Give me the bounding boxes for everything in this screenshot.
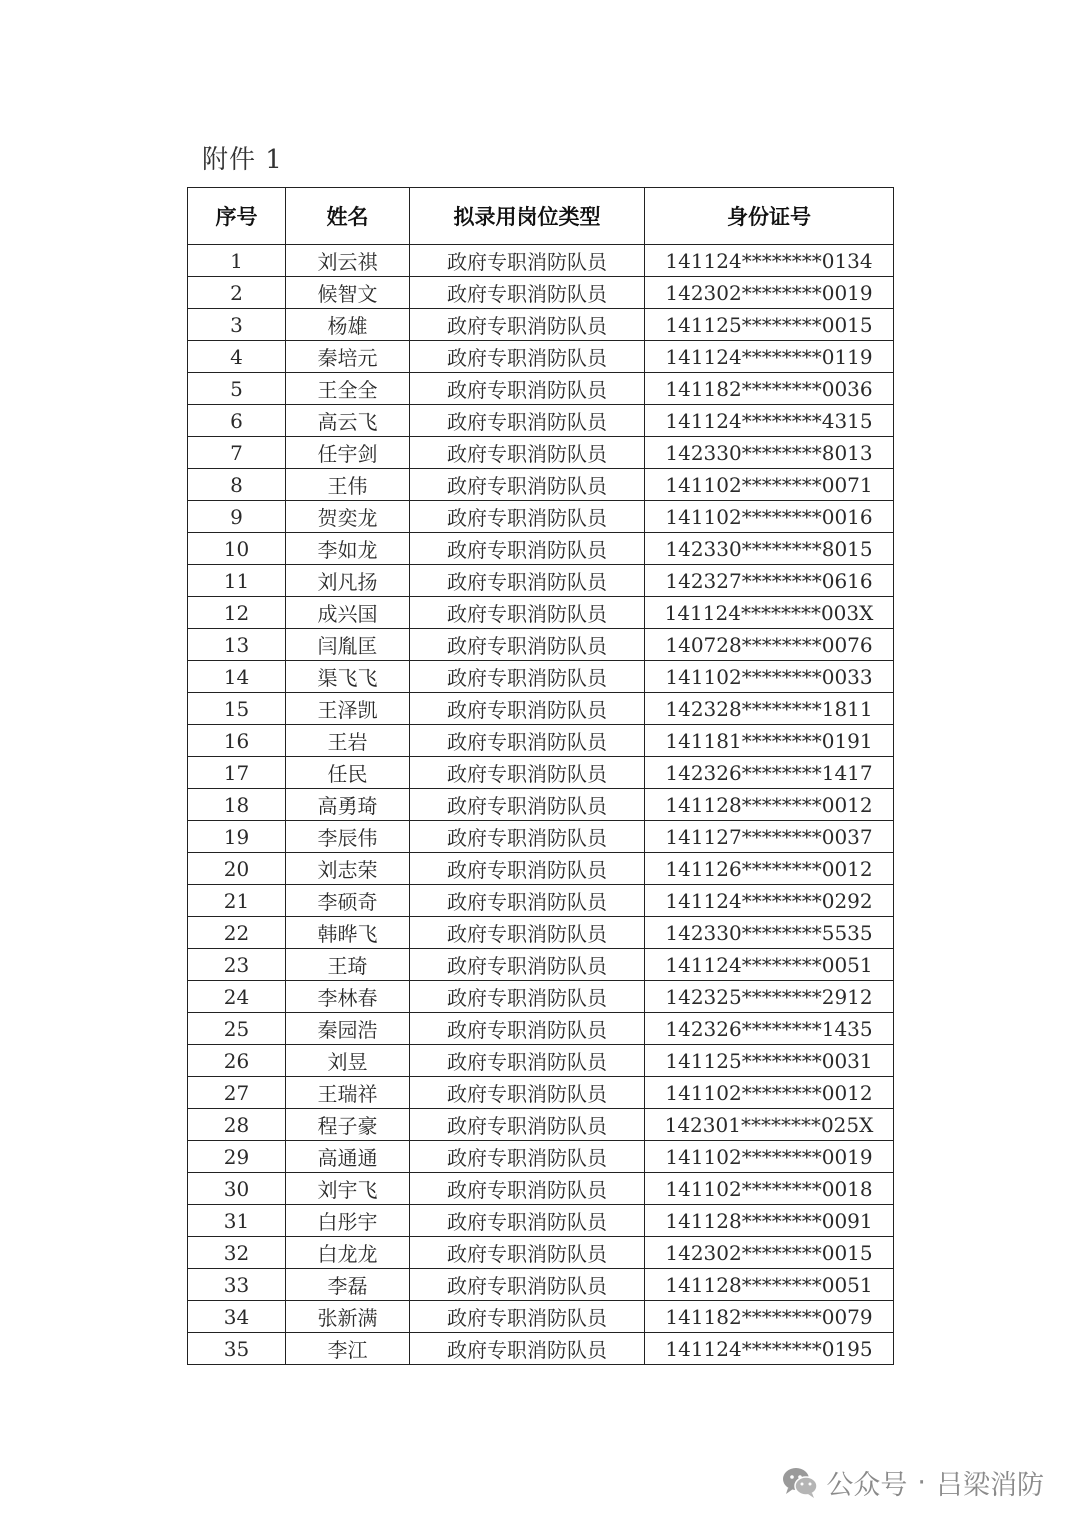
table-row xyxy=(188,789,894,821)
cell-name: 韩晔飞 xyxy=(286,917,410,949)
cell-name: 李林春 xyxy=(286,981,410,1013)
cell-index: 2 xyxy=(188,277,286,309)
cell-name: 候智文 xyxy=(286,277,410,309)
cell-name: 王泽凯 xyxy=(286,693,410,725)
cell-index: 5 xyxy=(188,373,286,405)
table-row xyxy=(188,949,894,981)
cell-id-number: 141125********0015 xyxy=(645,309,894,341)
cell-name: 王瑞祥 xyxy=(286,1077,410,1109)
cell-id-number: 141124********0292 xyxy=(645,885,894,917)
cell-id-number: 142302********0015 xyxy=(645,1237,894,1269)
header-position-type: 拟录用岗位类型 xyxy=(410,188,645,245)
cell-id-number: 141128********0012 xyxy=(645,789,894,821)
cell-id-number: 142330********5535 xyxy=(645,917,894,949)
table-row xyxy=(188,501,894,533)
cell-position-type: 政府专职消防队员 xyxy=(410,597,645,629)
cell-name: 刘宇飞 xyxy=(286,1173,410,1205)
cell-name: 杨雄 xyxy=(286,309,410,341)
cell-id-number: 142326********1435 xyxy=(645,1013,894,1045)
table-row xyxy=(188,853,894,885)
cell-index: 3 xyxy=(188,309,286,341)
cell-index: 35 xyxy=(188,1333,286,1365)
cell-id-number: 141102********0071 xyxy=(645,469,894,501)
cell-name: 成兴国 xyxy=(286,597,410,629)
table-row xyxy=(188,1045,894,1077)
table-row xyxy=(188,981,894,1013)
cell-position-type: 政府专职消防队员 xyxy=(410,853,645,885)
table-row xyxy=(188,757,894,789)
cell-index: 6 xyxy=(188,405,286,437)
cell-id-number: 141128********0091 xyxy=(645,1205,894,1237)
cell-index: 14 xyxy=(188,661,286,693)
cell-index: 19 xyxy=(188,821,286,853)
cell-id-number: 141124********0119 xyxy=(645,341,894,373)
table-row xyxy=(188,725,894,757)
cell-position-type: 政府专职消防队员 xyxy=(410,469,645,501)
table-row xyxy=(188,1205,894,1237)
table-row xyxy=(188,1141,894,1173)
cell-index: 7 xyxy=(188,437,286,469)
table-row xyxy=(188,917,894,949)
table-row xyxy=(188,277,894,309)
cell-position-type: 政府专职消防队员 xyxy=(410,821,645,853)
cell-name: 王岩 xyxy=(286,725,410,757)
header-index: 序号 xyxy=(188,188,286,245)
cell-index: 9 xyxy=(188,501,286,533)
cell-index: 20 xyxy=(188,853,286,885)
cell-index: 33 xyxy=(188,1269,286,1301)
cell-position-type: 政府专职消防队员 xyxy=(410,309,645,341)
table-row xyxy=(188,565,894,597)
cell-position-type: 政府专职消防队员 xyxy=(410,245,645,277)
table-row xyxy=(188,405,894,437)
cell-position-type: 政府专职消防队员 xyxy=(410,1013,645,1045)
cell-index: 25 xyxy=(188,1013,286,1045)
cell-name: 秦园浩 xyxy=(286,1013,410,1045)
cell-index: 21 xyxy=(188,885,286,917)
cell-id-number: 141128********0051 xyxy=(645,1269,894,1301)
cell-position-type: 政府专职消防队员 xyxy=(410,1173,645,1205)
cell-name: 王伟 xyxy=(286,469,410,501)
header-id-number: 身份证号 xyxy=(645,188,894,245)
cell-name: 张新满 xyxy=(286,1301,410,1333)
cell-position-type: 政府专职消防队员 xyxy=(410,1077,645,1109)
cell-position-type: 政府专职消防队员 xyxy=(410,437,645,469)
cell-index: 10 xyxy=(188,533,286,565)
cell-index: 13 xyxy=(188,629,286,661)
cell-id-number: 141182********0036 xyxy=(645,373,894,405)
cell-name: 李磊 xyxy=(286,1269,410,1301)
table-row xyxy=(188,1237,894,1269)
cell-index: 4 xyxy=(188,341,286,373)
cell-id-number: 141124********003X xyxy=(645,597,894,629)
cell-position-type: 政府专职消防队员 xyxy=(410,917,645,949)
cell-name: 刘志荣 xyxy=(286,853,410,885)
cell-position-type: 政府专职消防队员 xyxy=(410,373,645,405)
cell-index: 29 xyxy=(188,1141,286,1173)
cell-index: 30 xyxy=(188,1173,286,1205)
table-row xyxy=(188,373,894,405)
cell-name: 高云飞 xyxy=(286,405,410,437)
cell-position-type: 政府专职消防队员 xyxy=(410,885,645,917)
table-row xyxy=(188,661,894,693)
watermark xyxy=(780,1462,1044,1502)
cell-id-number: 142302********0019 xyxy=(645,277,894,309)
cell-name: 闫胤匡 xyxy=(286,629,410,661)
cell-index: 12 xyxy=(188,597,286,629)
cell-id-number: 141125********0031 xyxy=(645,1045,894,1077)
cell-name: 任宇剑 xyxy=(286,437,410,469)
attachment-label: 附件 1 xyxy=(202,145,283,175)
cell-index: 27 xyxy=(188,1077,286,1109)
cell-id-number: 141102********0033 xyxy=(645,661,894,693)
cell-index: 26 xyxy=(188,1045,286,1077)
cell-index: 8 xyxy=(188,469,286,501)
roster-table xyxy=(187,187,894,1365)
cell-id-number: 141124********0051 xyxy=(645,949,894,981)
cell-id-number: 141102********0019 xyxy=(645,1141,894,1173)
table-row xyxy=(188,245,894,277)
table-row xyxy=(188,821,894,853)
table-row xyxy=(188,885,894,917)
table-row xyxy=(188,597,894,629)
cell-position-type: 政府专职消防队员 xyxy=(410,1301,645,1333)
wechat-icon xyxy=(780,1462,820,1502)
table-row xyxy=(188,1077,894,1109)
cell-position-type: 政府专职消防队员 xyxy=(410,1269,645,1301)
cell-position-type: 政府专职消防队员 xyxy=(410,1045,645,1077)
cell-index: 16 xyxy=(188,725,286,757)
table-row xyxy=(188,469,894,501)
cell-id-number: 141124********0195 xyxy=(645,1333,894,1365)
cell-index: 23 xyxy=(188,949,286,981)
cell-name: 秦培元 xyxy=(286,341,410,373)
table-row xyxy=(188,437,894,469)
cell-position-type: 政府专职消防队员 xyxy=(410,277,645,309)
cell-position-type: 政府专职消防队员 xyxy=(410,501,645,533)
cell-id-number: 141124********0134 xyxy=(645,245,894,277)
cell-position-type: 政府专职消防队员 xyxy=(410,1237,645,1269)
table-row xyxy=(188,1301,894,1333)
cell-index: 28 xyxy=(188,1109,286,1141)
cell-position-type: 政府专职消防队员 xyxy=(410,1205,645,1237)
cell-position-type: 政府专职消防队员 xyxy=(410,981,645,1013)
cell-position-type: 政府专职消防队员 xyxy=(410,533,645,565)
cell-id-number: 141102********0012 xyxy=(645,1077,894,1109)
cell-id-number: 142330********8013 xyxy=(645,437,894,469)
cell-name: 渠飞飞 xyxy=(286,661,410,693)
cell-name: 刘昱 xyxy=(286,1045,410,1077)
cell-name: 任民 xyxy=(286,757,410,789)
cell-id-number: 142301********025X xyxy=(645,1109,894,1141)
table-row xyxy=(188,309,894,341)
watermark-label: 公众号 xyxy=(826,1469,908,1501)
cell-name: 李江 xyxy=(286,1333,410,1365)
cell-id-number: 141102********0016 xyxy=(645,501,894,533)
cell-id-number: 141182********0079 xyxy=(645,1301,894,1333)
cell-id-number: 142326********1417 xyxy=(645,757,894,789)
table-row xyxy=(188,1333,894,1365)
cell-id-number: 141126********0012 xyxy=(645,853,894,885)
cell-index: 22 xyxy=(188,917,286,949)
cell-position-type: 政府专职消防队员 xyxy=(410,1333,645,1365)
cell-name: 王全全 xyxy=(286,373,410,405)
cell-name: 白龙龙 xyxy=(286,1237,410,1269)
cell-name: 高勇琦 xyxy=(286,789,410,821)
cell-index: 15 xyxy=(188,693,286,725)
table-row xyxy=(188,1173,894,1205)
table-row xyxy=(188,533,894,565)
cell-index: 18 xyxy=(188,789,286,821)
cell-id-number: 141181********0191 xyxy=(645,725,894,757)
cell-index: 31 xyxy=(188,1205,286,1237)
table-row xyxy=(188,693,894,725)
cell-position-type: 政府专职消防队员 xyxy=(410,693,645,725)
cell-position-type: 政府专职消防队员 xyxy=(410,565,645,597)
watermark-separator: · xyxy=(917,1466,926,1498)
cell-name: 贺奕龙 xyxy=(286,501,410,533)
table-row xyxy=(188,1269,894,1301)
cell-id-number: 140728********0076 xyxy=(645,629,894,661)
table-row xyxy=(188,629,894,661)
cell-name: 李辰伟 xyxy=(286,821,410,853)
cell-position-type: 政府专职消防队员 xyxy=(410,949,645,981)
cell-id-number: 142328********1811 xyxy=(645,693,894,725)
table-header-row xyxy=(188,188,894,245)
table-body xyxy=(188,245,894,1365)
cell-position-type: 政府专职消防队员 xyxy=(410,661,645,693)
watermark-account: 吕梁消防 xyxy=(936,1469,1044,1501)
cell-id-number: 142330********8015 xyxy=(645,533,894,565)
cell-position-type: 政府专职消防队员 xyxy=(410,341,645,373)
cell-name: 程子豪 xyxy=(286,1109,410,1141)
cell-position-type: 政府专职消防队员 xyxy=(410,1109,645,1141)
cell-name: 白彤宇 xyxy=(286,1205,410,1237)
cell-name: 李如龙 xyxy=(286,533,410,565)
table-row xyxy=(188,1109,894,1141)
cell-name: 刘云祺 xyxy=(286,245,410,277)
cell-position-type: 政府专职消防队员 xyxy=(410,725,645,757)
cell-id-number: 141102********0018 xyxy=(645,1173,894,1205)
cell-name: 高通通 xyxy=(286,1141,410,1173)
cell-index: 11 xyxy=(188,565,286,597)
cell-position-type: 政府专职消防队员 xyxy=(410,405,645,437)
table-row xyxy=(188,341,894,373)
cell-id-number: 142327********0616 xyxy=(645,565,894,597)
cell-position-type: 政府专职消防队员 xyxy=(410,629,645,661)
cell-index: 1 xyxy=(188,245,286,277)
cell-id-number: 141127********0037 xyxy=(645,821,894,853)
cell-position-type: 政府专职消防队员 xyxy=(410,789,645,821)
table-row xyxy=(188,1013,894,1045)
cell-index: 24 xyxy=(188,981,286,1013)
cell-id-number: 142325********2912 xyxy=(645,981,894,1013)
cell-index: 34 xyxy=(188,1301,286,1333)
cell-position-type: 政府专职消防队员 xyxy=(410,1141,645,1173)
cell-position-type: 政府专职消防队员 xyxy=(410,757,645,789)
cell-index: 17 xyxy=(188,757,286,789)
cell-name: 刘凡扬 xyxy=(286,565,410,597)
cell-index: 32 xyxy=(188,1237,286,1269)
cell-id-number: 141124********4315 xyxy=(645,405,894,437)
header-name: 姓名 xyxy=(286,188,410,245)
cell-name: 王琦 xyxy=(286,949,410,981)
cell-name: 李硕奇 xyxy=(286,885,410,917)
